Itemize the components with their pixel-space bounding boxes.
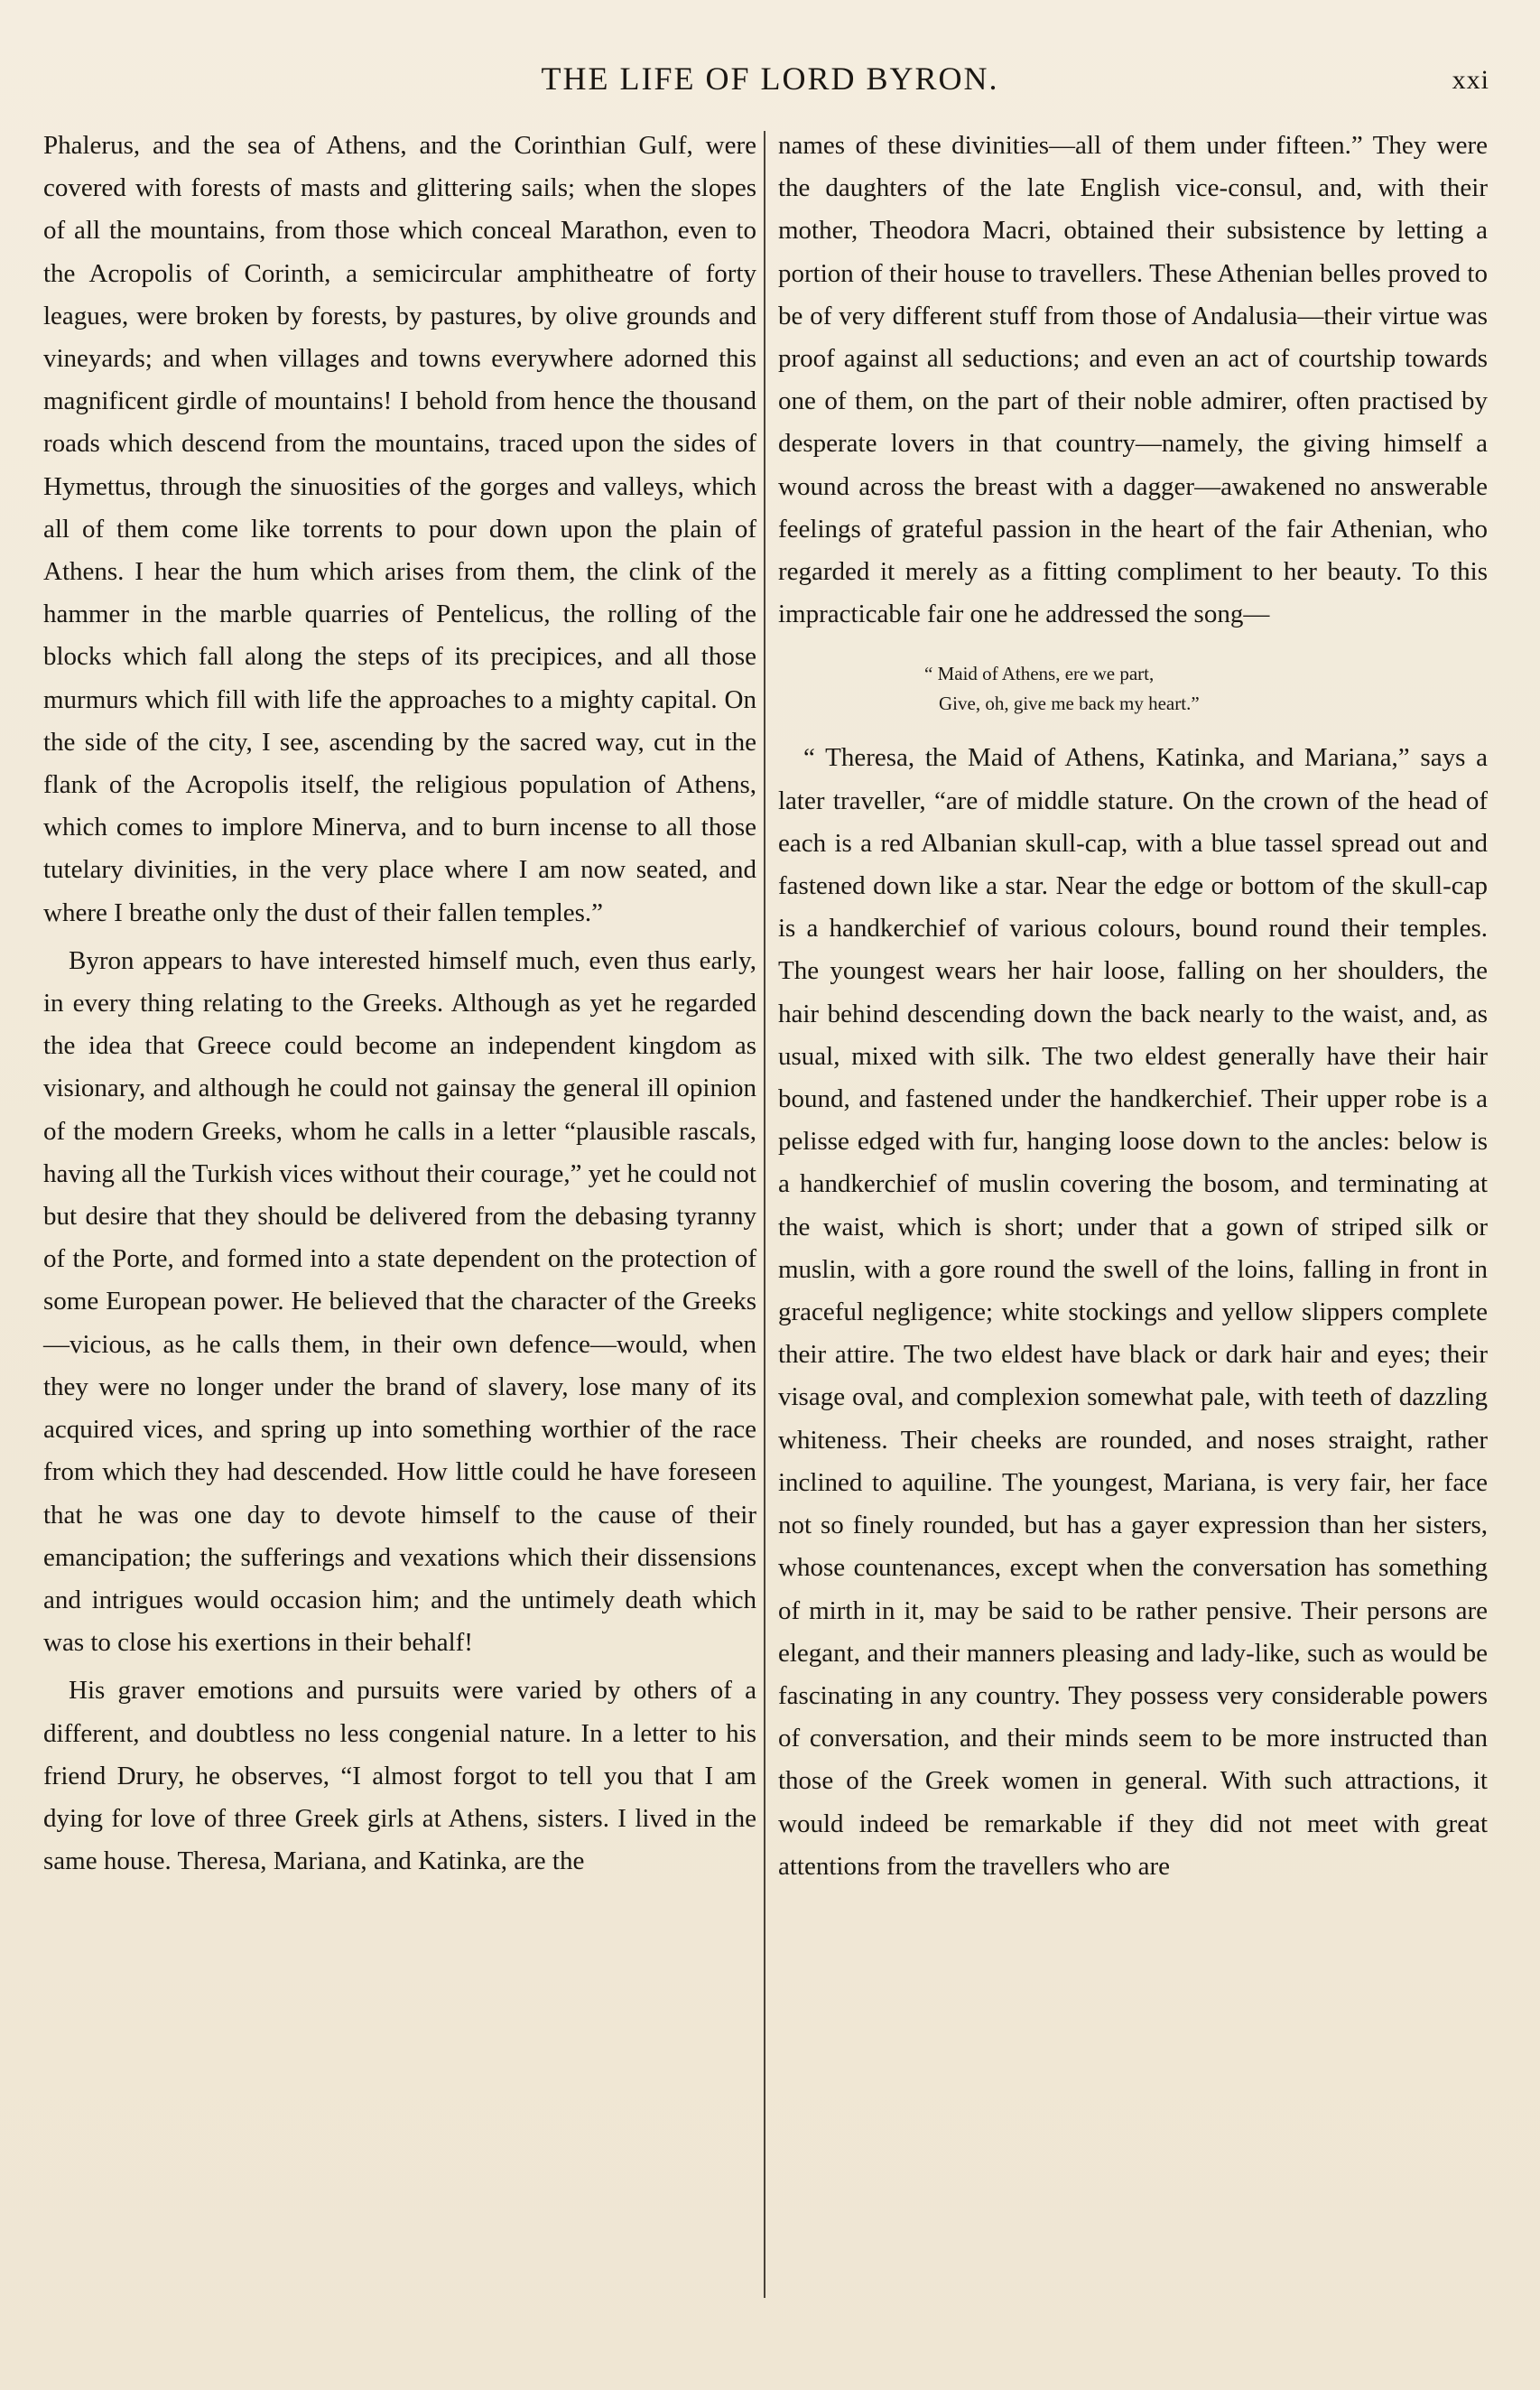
right-column	[778, 125, 1488, 1888]
paragraph-athenian-belles: names of these divinities—all of them under fifteen.” They were the daughters of the late English vice-consul, and, with their mother, Theodora Macri, obtained their subsistence by letting a portion of their house to travellers. These Athenian belles proved to be of very different stuff from those of Andalusia—their virtue was proof against all seductions; and even an act of courtship towards one of them, on the part of their noble admirer, often practised by desperate lovers in that country—namely, the giving himself a wound across the breast with a dagger—awakened no answerable feelings of grateful passion in the heart of the fair Athenian, who regarded it merely as a fitting compliment to her beauty. To this impracticable fair one he addressed the song—	[778, 131, 1488, 629]
verse-line: “ Maid of Athens, ere we part,	[924, 663, 1155, 685]
page-number: xxi	[1452, 65, 1489, 95]
paragraph-drury-letter: His graver emotions and pursuits were varied by others of a different, and doubtless no less congenial nature. In a letter to his friend Drury, he observes, “I almost forgot to tell you that I am dying for love of three Greek girls at Athens, sisters. I lived in the same house. Theresa, Mariana, and Katinka, are the	[43, 1676, 756, 1876]
paragraph-traveller-description: “ Theresa, the Maid of Athens, Katinka, and Mariana,” says a later traveller, “are of middle stature. On the crown of the head of each is a red Albanian skull-cap, with a blue tassel spread out and fastened down like a star. Near the edge or bottom of the skull-cap is a handkerchief of various colours, bound round their temples. The youngest wears her hair loose, falling on her shoulders, the hair behind descending down the back nearly to the waist, and, as usual, mixed with silk. The two eldest generally have their hair bound, and fastened under the handkerchief. Their upper robe is a pelisse edged with fur, hanging loose down to the ancles: below is a handkerchief of muslin covering the bosom, and terminating at the waist, which is short; under that a gown of striped silk or muslin, with a gore round the swell of the loins, falling in front in graceful negligence; white stockings and yellow slippers complete their attire. The two eldest have black or dark hair and eyes; their visage oval, and complexion somewhat pale, with teeth of dazzling whiteness. Their cheeks are rounded, and noses straight, rather inclined to aquiline. The youngest, Mariana, is very fair, her face not so finely rounded, but has a gayer expression than her sisters, whose countenances, except when the conversation has something of mirth in it, may be said to be rather pensive. Their persons are elegant, and their manners pleasing and lady-like, such as would be fascinating in any country. They possess very considerable powers of conversation, and their minds seem to be more instructed than those of the Greek women in general. With such attractions, it would indeed be remarkable if they did not meet with great attentions from the travellers who are	[778, 743, 1488, 1881]
verse-quotation	[778, 659, 1488, 719]
verse-line: Give, oh, give me back my heart.”	[939, 693, 1200, 715]
left-column	[43, 125, 756, 1883]
paragraph-byron-greeks: Byron appears to have interested himself much, even thus early, in every thing relating to the Greeks. Although as yet he regarded the idea that Greece could become an independent kingdom as visionary, and although he could not gainsay the general ill opinion of the modern Greeks, whom he calls in a letter “plausible rascals, having all the Turkish vices without their courage,” yet he could not but desire that they should be delivered from the debasing tyranny of the Porte, and formed into a state dependent on the protection of some European power. He believed that the character of the Greeks—vicious, as he calls them, in their own defence—would, when they were no longer under the brand of slavery, lose many of its acquired vices, and spring up into something worthier of the race from which they had descended. How little could he have foreseen that he was one day to devote himself to the cause of their emancipation; the sufferings and vexations which their dissensions and intrigues would occasion him; and the untimely death which was to close his exertions in their behalf!	[43, 945, 756, 1658]
running-head	[0, 60, 1540, 105]
paragraph-continued: Phalerus, and the sea of Athens, and the Corinthian Gulf, were covered with forests of masts and glittering sails; when the slopes of all the mountains, from those which conceal Marathon, even to the Acropolis of Corinth, a semicircular amphitheatre of forty leagues, were broken by forests, by pastures, by olive grounds and vineyards; and when villages and towns everywhere adorned this magnificent girdle of mountains! I behold from hence the thousand roads which descend from the mountains, traced upon the sides of Hymettus, through the sinuosities of the gorges and valleys, which all of them come like torrents to pour down upon the plain of Athens. I hear the hum which arises from them, the clink of the hammer in the marble quarries of Pentelicus, the rolling of the blocks which fall along the steps of its precipices, and all those murmurs which fill with life the approaches to a mighty capital. On the side of the city, I see, ascending by the sacred way, cut in the flank of the Acropolis itself, the religious population of Athens, which comes to implore Minerva, and to burn incense to all those tutelary divinities, in the very place where I am now seated, and where I breathe only the dust of their fallen temples.”	[43, 131, 756, 927]
page-title: THE LIFE OF LORD BYRON.	[541, 60, 999, 97]
column-divider	[764, 131, 765, 2298]
